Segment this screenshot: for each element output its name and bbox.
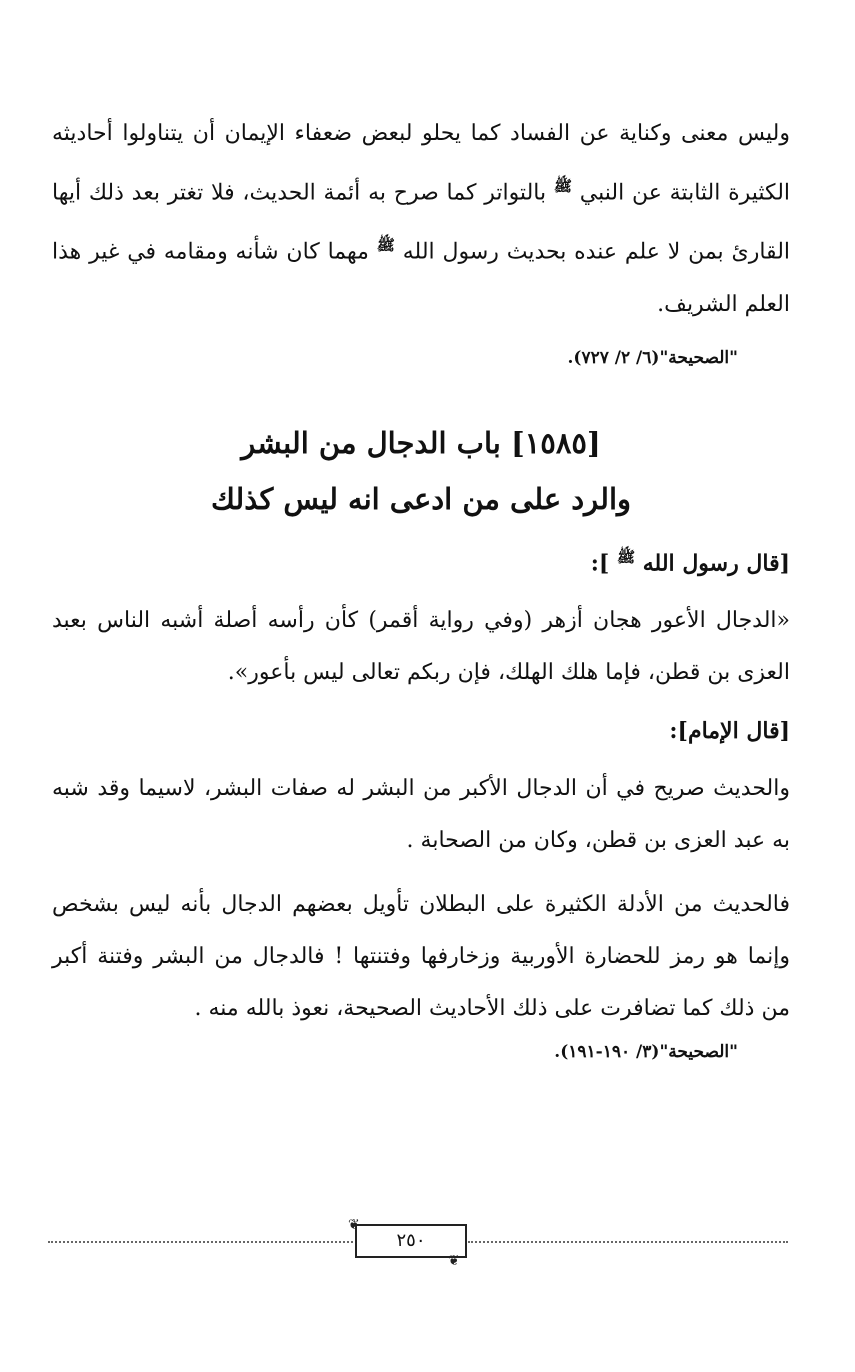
speaker-label-text: [قال رسول الله xyxy=(642,549,790,576)
honorific-glyph: ﷺ xyxy=(376,236,395,255)
speaker-label-prophet xyxy=(52,535,790,585)
paragraph-opening xyxy=(52,108,790,331)
paragraph-commentary: والحديث صريح في أن الدجال الأكبر من البشر له صفات البشر، لاسيما وقد شبه به عبد العزى بن قطن، وكان من الصحابة . xyxy=(52,775,790,853)
page-footer xyxy=(48,1217,788,1270)
chapter-title-line1: [١٥٨٥] باب الدجال من البشر xyxy=(241,425,601,460)
speaker-label-imam: [قال الإمام]: xyxy=(669,717,790,744)
hadith-text: «الدجال الأعور هجان أزهر (وفي رواية أقمر) كأن رأسه أصلة أشبه الناس بعبد العزى بن قطن، فإما هلك الهلك، فإن ربكم تعالى ليس بأعور». xyxy=(52,607,790,685)
chapter-heading xyxy=(52,415,790,527)
honorific-glyph: ﷺ xyxy=(553,177,573,195)
citation-reference: "الصحيحة"(٣/ ١٩٠-١٩١). xyxy=(554,1041,738,1062)
floral-ornament-icon: ❦ xyxy=(448,1253,460,1269)
paragraph-conclusion: فالحديث من الأدلة الكثيرة على البطلان تأويل بعضهم الدجال بأنه ليس بشخص وإنما هو رمز للحضارة الأوربية وزخارفها وفتنتها ! فالدجال من البشر وفتنة أكبر من ذلك كما تضافرت على ذلك الأحاديث الصحيحة، نعوذ بالله منه . xyxy=(52,891,790,1021)
speaker-label-bracket: ]: xyxy=(590,549,610,576)
paragraph-text: مهما كان شأنه ومقامه في غير هذا العلم الشريف. xyxy=(52,239,790,317)
citation-reference: "الصحيحة"(٦/ ٢/ ٧٢٧). xyxy=(567,347,738,368)
honorific-glyph: ﷺ xyxy=(616,547,636,566)
page-number: ٢٥٠ xyxy=(396,1230,426,1251)
footer-dotted-rule xyxy=(468,1241,788,1243)
floral-ornament-icon: ❦ xyxy=(348,1217,360,1233)
paragraph-text: وليس معنى وكناية عن الفساد كما يحلو لبعض ضعفاء الإيمان أن يتناولوا أحاديثه الكثيرة الثابتة عن النبي xyxy=(52,121,791,206)
page-body xyxy=(52,108,790,1067)
paragraph-text: بالتواتر كما صرح به أئمة الحديث، فلا تغتر بعد ذلك أيها القارئ بمن لا علم عنده بحديث رسول الله xyxy=(52,180,791,265)
footer-dotted-rule xyxy=(48,1241,353,1243)
chapter-title-line2: والرد على من ادعى انه ليس كذلك xyxy=(210,481,632,516)
